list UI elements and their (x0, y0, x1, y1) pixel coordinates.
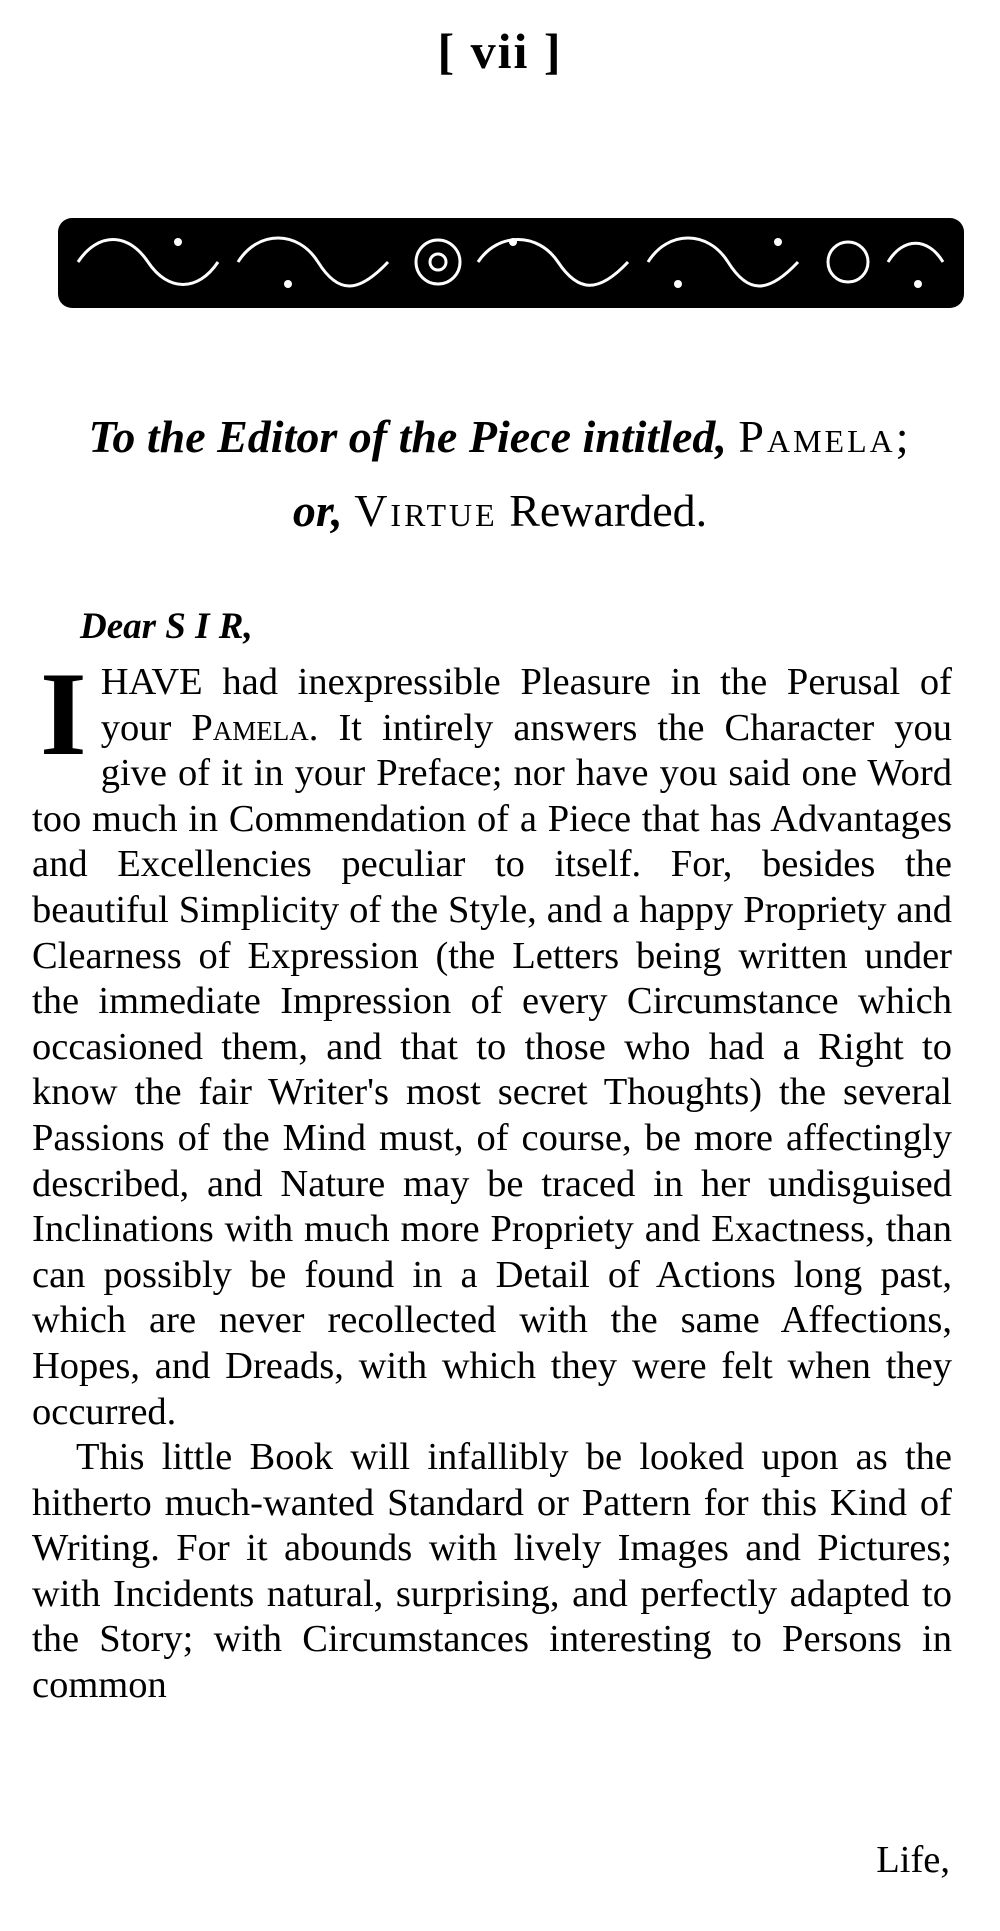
paragraph-1-text-b: It intirely answers the Character you give of it in your Preface; nor have you said one Word too much in Commendation of a Piece that has Advantages and Excellencies peculiar to itself. For, besides the beautiful Simplicity of the Style, and a happy Propriety and Clearness of Expression (the Letters being written under the immediate Impression of every Circumstance which occasioned them, and that to those who had a Right to know the fair Writer's most secret Thoughts) the several Passions of the Mind must, of course, be more affectingly described, and Nature may be traced in her undisguised Inclinations with much more Propriety and Exactness, than can possibly be found in a Detail of Actions long past, which are never recollected with the same Affections, Hopes, and Dreads, with which they were felt when they occurred. (32, 706, 952, 1433)
paragraph-1-text-a: HAVE had inexpressible Pleasure in the Perusal of your (100, 661, 952, 749)
title-line-1 (0, 400, 1000, 474)
catchword: Life, (876, 1839, 950, 1881)
paragraph-2: This little Book will infallibly be looked upon as the hitherto much-wanted Standard or Pattern for this Kind of Writing. For it abounds with lively Images and Pictures; with Incidents natural, surprising, and perfectly adapted to the Story; with Circumstances interesting to Persons in common (32, 1436, 952, 1707)
title-line-2 (0, 474, 1000, 548)
letter-title (0, 400, 1000, 548)
title-rewarded: Rewarded. (509, 485, 708, 536)
title-italic-text: To the Editor of the Piece intitled, (88, 411, 727, 462)
ornamental-headpiece-icon (58, 212, 964, 314)
title-virtue: Virtue (354, 485, 498, 536)
title-pamela: Pamela; (738, 411, 912, 462)
drop-cap: I (40, 647, 87, 780)
paragraph-1-pamela: Pamela. (191, 706, 319, 749)
headpiece-graphic (58, 212, 964, 314)
page-number: [ vii ] (437, 23, 563, 79)
paragraph-1 (32, 647, 952, 1435)
salutation: Dear S I R, (80, 606, 253, 647)
title-or: or, (292, 485, 343, 536)
letter-body (32, 647, 952, 1709)
